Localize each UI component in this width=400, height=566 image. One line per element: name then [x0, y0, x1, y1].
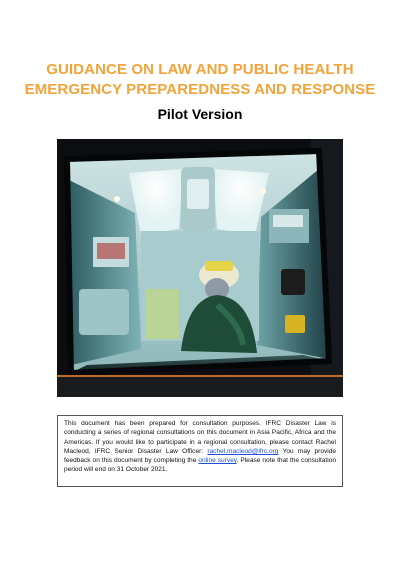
cover-photo [57, 139, 343, 397]
consultation-notice [57, 415, 343, 487]
notice-text-3: . Please note that the consultation period will end on 31 October 2021. [64, 457, 336, 474]
document-title [20, 60, 380, 100]
ambulance-interior-photo-icon [57, 139, 343, 397]
email-link[interactable]: rachel.macleod@ifrc.org [207, 447, 279, 455]
notice-text-1: This document has been prepared for consultation purposes. IFRC Disaster Law is conducting a series of regional consultations on this document in Asia Pacific, Africa and the Americas. If you would like to participate in a regional consultation, please contact Rachel Macleod, IFRC Senior Disaster Law Officer: [64, 420, 336, 455]
online-survey-link[interactable]: online survey [198, 457, 237, 465]
document-subtitle: Pilot Version [157, 106, 243, 122]
notice-text-2: You may provide feedback on this document by completing the [64, 447, 336, 465]
title-line-2: EMERGENCY PREPAREDNESS AND RESPONSE [24, 81, 376, 98]
title-line-1: GUIDANCE ON LAW AND PUBLIC HEALTH [46, 61, 354, 78]
